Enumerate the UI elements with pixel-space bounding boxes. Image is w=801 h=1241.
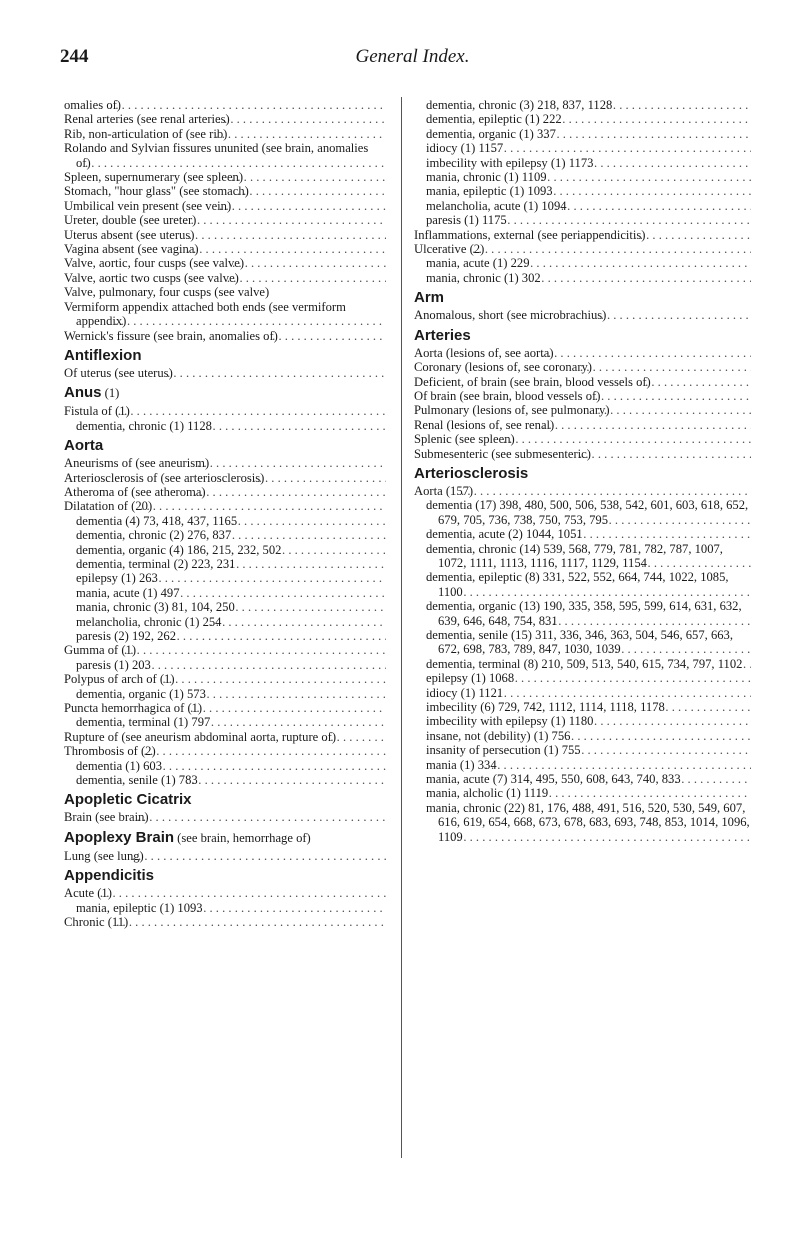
index-heading-label: Antiflexion	[64, 346, 142, 364]
index-entry-text: dementia, organic (1) 573 . . .	[76, 687, 208, 701]
index-entry	[64, 170, 386, 184]
index-entry-text: Inflammations, external (see periappendicitis) . . .	[414, 228, 648, 242]
index-entry-text: Dilatation of (20) . . .	[64, 499, 154, 513]
index-entry	[64, 184, 386, 198]
index-entry-text: idiocy (1) 1121 . . .	[426, 686, 505, 700]
index-entry	[414, 447, 751, 461]
index-entry-text: dementia, acute (2) 1044, 1051 . . .	[426, 527, 585, 541]
index-heading-note: (1)	[101, 386, 120, 401]
index-entry	[64, 485, 386, 499]
index-entry	[64, 915, 386, 929]
index-entry	[64, 672, 386, 686]
index-entry-text: paresis (1) 203 . . .	[76, 658, 153, 672]
index-subentry	[414, 213, 751, 227]
index-entry-text: Valve, aortic, four cusps (see valve) . . .	[64, 256, 246, 270]
index-column-right	[414, 98, 751, 844]
index-entry-text: insane, not (debility) (1) 756 . . .	[426, 729, 572, 743]
index-entry-text: imbecility (6) 729, 742, 1112, 1114, 1118, 1178 . . .	[426, 700, 667, 714]
index-heading	[414, 288, 751, 307]
index-subentry	[64, 715, 386, 729]
index-entry	[64, 112, 386, 126]
index-entry	[64, 329, 386, 343]
index-entry	[414, 484, 751, 498]
index-heading	[64, 866, 386, 885]
index-heading	[64, 383, 386, 403]
column-divider	[401, 97, 402, 1158]
index-entry-text: mania, acute (1) 229 . . .	[426, 256, 532, 270]
index-subentry	[414, 170, 751, 184]
index-entry-text: Aneurisms of (see aneurism) . . .	[64, 456, 211, 470]
index-subentry	[414, 599, 751, 628]
index-subentry	[64, 687, 386, 701]
index-entry-text: mania, chronic (3) 81, 104, 250 . . .	[76, 600, 237, 614]
index-entry	[414, 403, 751, 417]
index-entry-text: Vermiform appendix attached both ends (see vermiform appendix) . . .	[64, 300, 346, 328]
index-entry	[64, 199, 386, 213]
index-entry-text: Renal (lesions of, see renal) . . .	[414, 418, 556, 432]
index-subentry	[414, 700, 751, 714]
index-subentry	[414, 127, 751, 141]
index-column-left	[64, 98, 386, 930]
index-subentry	[64, 759, 386, 773]
index-entry-text: Gumma of (1) . . .	[64, 643, 138, 657]
index-subentry	[414, 786, 751, 800]
index-entry	[414, 228, 751, 242]
index-subentry	[64, 629, 386, 643]
index-entry-text: Of brain (see brain, blood vessels of) . . .	[414, 389, 602, 403]
index-entry-text: melancholia, chronic (1) 254 . . .	[76, 615, 223, 629]
index-entry-text: Coronary (lesions of, see coronary) . . .	[414, 360, 594, 374]
index-entry-text: Submesenteric (see submesenteric) . . .	[414, 447, 593, 461]
index-subentry	[414, 714, 751, 728]
index-entry-text: dementia, organic (13) 190, 335, 358, 595, 599, 614, 631, 632, 639, 646, 648, 754, 831 . . .	[426, 599, 742, 627]
index-entry	[64, 213, 386, 227]
index-entry	[64, 271, 386, 285]
index-entry-text: Pulmonary (lesions of, see pulmonary) . . .	[414, 403, 612, 417]
index-subentry	[414, 271, 751, 285]
index-entry-text: paresis (2) 192, 262 . . .	[76, 629, 178, 643]
index-entry-text: mania, chronic (1) 1109 . . .	[426, 170, 549, 184]
index-entry-text: Fistula of (1) . . .	[64, 404, 132, 418]
index-entry-text: Renal arteries (see renal arteries) . . .	[64, 112, 232, 126]
index-entry	[64, 643, 386, 657]
index-heading-label: Appendicitis	[64, 867, 155, 885]
index-entry-text: Aorta (lesions of, see aorta) . . .	[414, 346, 556, 360]
index-entry	[64, 886, 386, 900]
index-subentry	[64, 571, 386, 585]
index-entry	[64, 300, 386, 329]
index-heading-label: Arteries	[414, 326, 471, 344]
index-subentry	[64, 514, 386, 528]
index-entry-text: Valve, aortic two cusps (see valve) . . .	[64, 271, 241, 285]
index-entry-text: mania, alcholic (1) 1119 . . .	[426, 786, 550, 800]
index-entry-text: mania, acute (7) 314, 495, 550, 608, 643, 740, 833 . . .	[426, 772, 683, 786]
index-entry-text: epilepsy (1) 263 . . .	[76, 571, 160, 585]
index-heading	[414, 326, 751, 345]
index-entry-text: Arteriosclerosis of (see arteriosclerosis) . . .	[64, 471, 266, 485]
index-entry-text: dementia, terminal (8) 210, 509, 513, 540, 615, 734, 797, 1102 . . .	[426, 657, 744, 671]
index-entry-text: Uterus absent (see uterus) . . .	[64, 228, 196, 242]
index-entry-text: dementia, epileptic (8) 331, 522, 552, 664, 744, 1022, 1085, 1100 . . .	[426, 570, 729, 598]
index-entry-text: dementia, chronic (14) 539, 568, 779, 781, 782, 787, 1007, 1072, 1111, 1113, 1116, 1117, 1129, 1154 . . .	[426, 542, 723, 570]
index-entry-text: dementia, chronic (1) 1128 . . .	[76, 419, 214, 433]
index-entry	[64, 98, 386, 112]
index-entry	[414, 308, 751, 322]
index-subentry	[414, 628, 751, 657]
index-subentry	[414, 743, 751, 757]
index-entry-text: Valve, pulmonary, four cusps (see valve)	[64, 285, 270, 300]
index-subentry	[414, 671, 751, 685]
index-entry-text: Rolando and Sylvian fissures ununited (see brain, anomalies of) . . .	[64, 141, 368, 169]
index-entry-text: Puncta hemorrhagica of (1) . . .	[64, 701, 204, 715]
index-entry-text: dementia, epileptic (1) 222 . . .	[426, 112, 564, 126]
index-heading-label: Arm	[414, 289, 445, 307]
index-subentry	[414, 772, 751, 786]
index-entry	[64, 256, 386, 270]
index-subentry	[414, 686, 751, 700]
index-entry	[64, 810, 386, 824]
index-entry-text: Thrombosis of (2) . . .	[64, 744, 158, 758]
page-header	[60, 46, 765, 76]
index-subentry	[414, 199, 751, 213]
index-entry	[414, 375, 751, 389]
index-entry-text: omalies of) . . .	[64, 98, 123, 112]
index-entry	[64, 730, 386, 744]
index-entry-text: Anomalous, short (see microbrachius) . . .	[414, 308, 608, 322]
index-entry-text: Umbilical vein present (see vein) . . .	[64, 199, 233, 213]
index-entry-text: dementia, terminal (2) 223, 231 . . .	[76, 557, 237, 571]
index-entry-text: dementia, organic (4) 186, 215, 232, 502 . . .	[76, 543, 283, 557]
index-entry	[64, 404, 386, 418]
index-entry-text: epilepsy (1) 1068 . . .	[426, 671, 516, 685]
index-heading	[64, 346, 386, 365]
index-entry-text: mania, acute (1) 497 . . .	[76, 586, 182, 600]
index-entry-text: imbecility with epilepsy (1) 1173 . . .	[426, 156, 595, 170]
index-heading	[64, 828, 386, 848]
index-entry	[64, 471, 386, 485]
index-entry-text: Rib, non-articulation of (see rib) . . .	[64, 127, 229, 141]
index-entry-text: mania, chronic (1) 302 . . .	[426, 271, 543, 285]
index-entry	[64, 141, 386, 170]
index-heading-label: Apopletic Cicatrix	[64, 791, 192, 809]
index-subentry	[414, 498, 751, 527]
index-entry	[64, 499, 386, 513]
index-entry-text: Lung (see lung) . . .	[64, 849, 146, 863]
index-entry	[64, 242, 386, 256]
index-entry-text: Stomach, "hour glass" (see stomach) . . .	[64, 184, 251, 198]
index-entry-text: Atheroma of (see atheroma) . . .	[64, 485, 208, 499]
index-entry-text: melancholia, acute (1) 1094 . . .	[426, 199, 569, 213]
index-entry	[414, 389, 751, 403]
index-entry-text: dementia, chronic (2) 276, 837 . . .	[76, 528, 233, 542]
index-entry-text: Rupture of (see aneurism abdominal aorta, rupture of) . . .	[64, 730, 338, 744]
index-subentry	[414, 758, 751, 772]
index-entry-text: dementia, terminal (1) 797 . . .	[76, 715, 212, 729]
index-heading-label: Anus	[64, 384, 102, 402]
index-entry-text: dementia, organic (1) 337 . . .	[426, 127, 558, 141]
index-entry-text: Ureter, double (see ureter) . . .	[64, 213, 198, 227]
index-subentry	[414, 156, 751, 170]
index-heading-label: Arteriosclerosis	[414, 464, 529, 482]
index-subentry	[64, 586, 386, 600]
index-subentry	[414, 256, 751, 270]
index-subentry	[414, 801, 751, 844]
index-entry-text: mania (1) 334 . . .	[426, 758, 499, 772]
index-entry-text: Deficient, of brain (see brain, blood vessels of) . . .	[414, 375, 653, 389]
index-subentry	[414, 527, 751, 541]
page-number: 244	[60, 46, 89, 67]
index-entry-text: Spleen, supernumerary (see spleen) . . .	[64, 170, 245, 184]
index-entry-text: dementia, chronic (3) 218, 837, 1128 . . .	[426, 98, 614, 112]
index-entry-text: dementia, senile (15) 311, 336, 346, 363, 504, 546, 657, 663, 672, 698, 783, 789, 847, 1030, 1039 . . .	[426, 628, 733, 656]
index-entry-text: mania, epileptic (1) 1093 . . .	[426, 184, 555, 198]
index-subentry	[64, 528, 386, 542]
index-subentry	[64, 773, 386, 787]
index-entry	[64, 701, 386, 715]
index-entry-text: dementia (4) 73, 418, 437, 1165 . . .	[76, 514, 239, 528]
index-subentry	[64, 615, 386, 629]
index-entry	[64, 285, 386, 299]
index-entry	[64, 228, 386, 242]
index-subentry	[414, 657, 751, 671]
index-entry-text: Of uterus (see uterus) . . .	[64, 366, 175, 380]
index-entry-text: dementia (17) 398, 480, 500, 506, 538, 542, 601, 603, 618, 652, 679, 705, 736, 738, 750, 753, 795 . . .	[426, 498, 748, 526]
index-subentry	[414, 141, 751, 155]
index-entry	[414, 242, 751, 256]
index-subentry	[64, 419, 386, 433]
index-heading	[64, 436, 386, 455]
index-entry-text: idiocy (1) 1157 . . .	[426, 141, 505, 155]
index-entry	[414, 346, 751, 360]
index-entry-text: Vagina absent (see vagina) . . .	[64, 242, 201, 256]
index-entry-text: Acute (1) . . .	[64, 886, 114, 900]
index-entry	[414, 418, 751, 432]
index-entry	[64, 366, 386, 380]
index-entry	[414, 360, 751, 374]
index-entry-text: dementia, senile (1) 783 . . .	[76, 773, 200, 787]
index-subentry	[414, 729, 751, 743]
index-entry	[64, 744, 386, 758]
index-heading-label: Aorta	[64, 437, 104, 455]
index-subentry	[414, 542, 751, 571]
index-entry	[64, 127, 386, 141]
index-subentry	[414, 184, 751, 198]
index-subentry	[414, 112, 751, 126]
index-entry	[64, 849, 386, 863]
index-entry-text: Aorta (157) . . .	[414, 484, 475, 498]
index-heading-label: Apoplexy Brain	[64, 828, 175, 846]
index-entry-text: imbecility with epilepsy (1) 1180 . . .	[426, 714, 595, 728]
index-subentry	[64, 658, 386, 672]
index-entry-text: Splenic (see spleen) . . .	[414, 432, 517, 446]
index-entry-text: mania, epileptic (1) 1093 . . .	[76, 901, 205, 915]
index-entry-text: Polypus of arch of (1) . . .	[64, 672, 177, 686]
index-subentry	[64, 543, 386, 557]
index-heading	[64, 790, 386, 809]
index-entry-text: Brain (see brain) . . .	[64, 810, 151, 824]
index-entry-text: insanity of persecution (1) 755 . . .	[426, 743, 583, 757]
index-entry-text: Ulcerative (2) . . .	[414, 242, 486, 256]
index-subentry	[64, 901, 386, 915]
index-heading	[414, 464, 751, 483]
index-entry	[414, 432, 751, 446]
index-subentry	[414, 98, 751, 112]
index-entry	[64, 456, 386, 470]
index-subentry	[414, 570, 751, 599]
index-entry-text: Chronic (11) . . .	[64, 915, 130, 929]
index-heading-note: (see brain, hemorrhage of)	[174, 830, 311, 845]
index-entry-text: dementia (1) 603 . . .	[76, 759, 164, 773]
index-entry-text: paresis (1) 1175 . . .	[426, 213, 509, 227]
index-entry-text: mania, chronic (22) 81, 176, 488, 491, 516, 520, 530, 549, 607, 616, 619, 654, 668, 673, 678, 683, 693, 748, 853, 1014, 1096, 1109 . . .	[426, 801, 750, 844]
index-subentry	[64, 600, 386, 614]
running-title: General Index.	[355, 46, 470, 67]
index-entry-text: Wernick's fissure (see brain, anomalies of) . . .	[64, 329, 280, 343]
index-subentry	[64, 557, 386, 571]
